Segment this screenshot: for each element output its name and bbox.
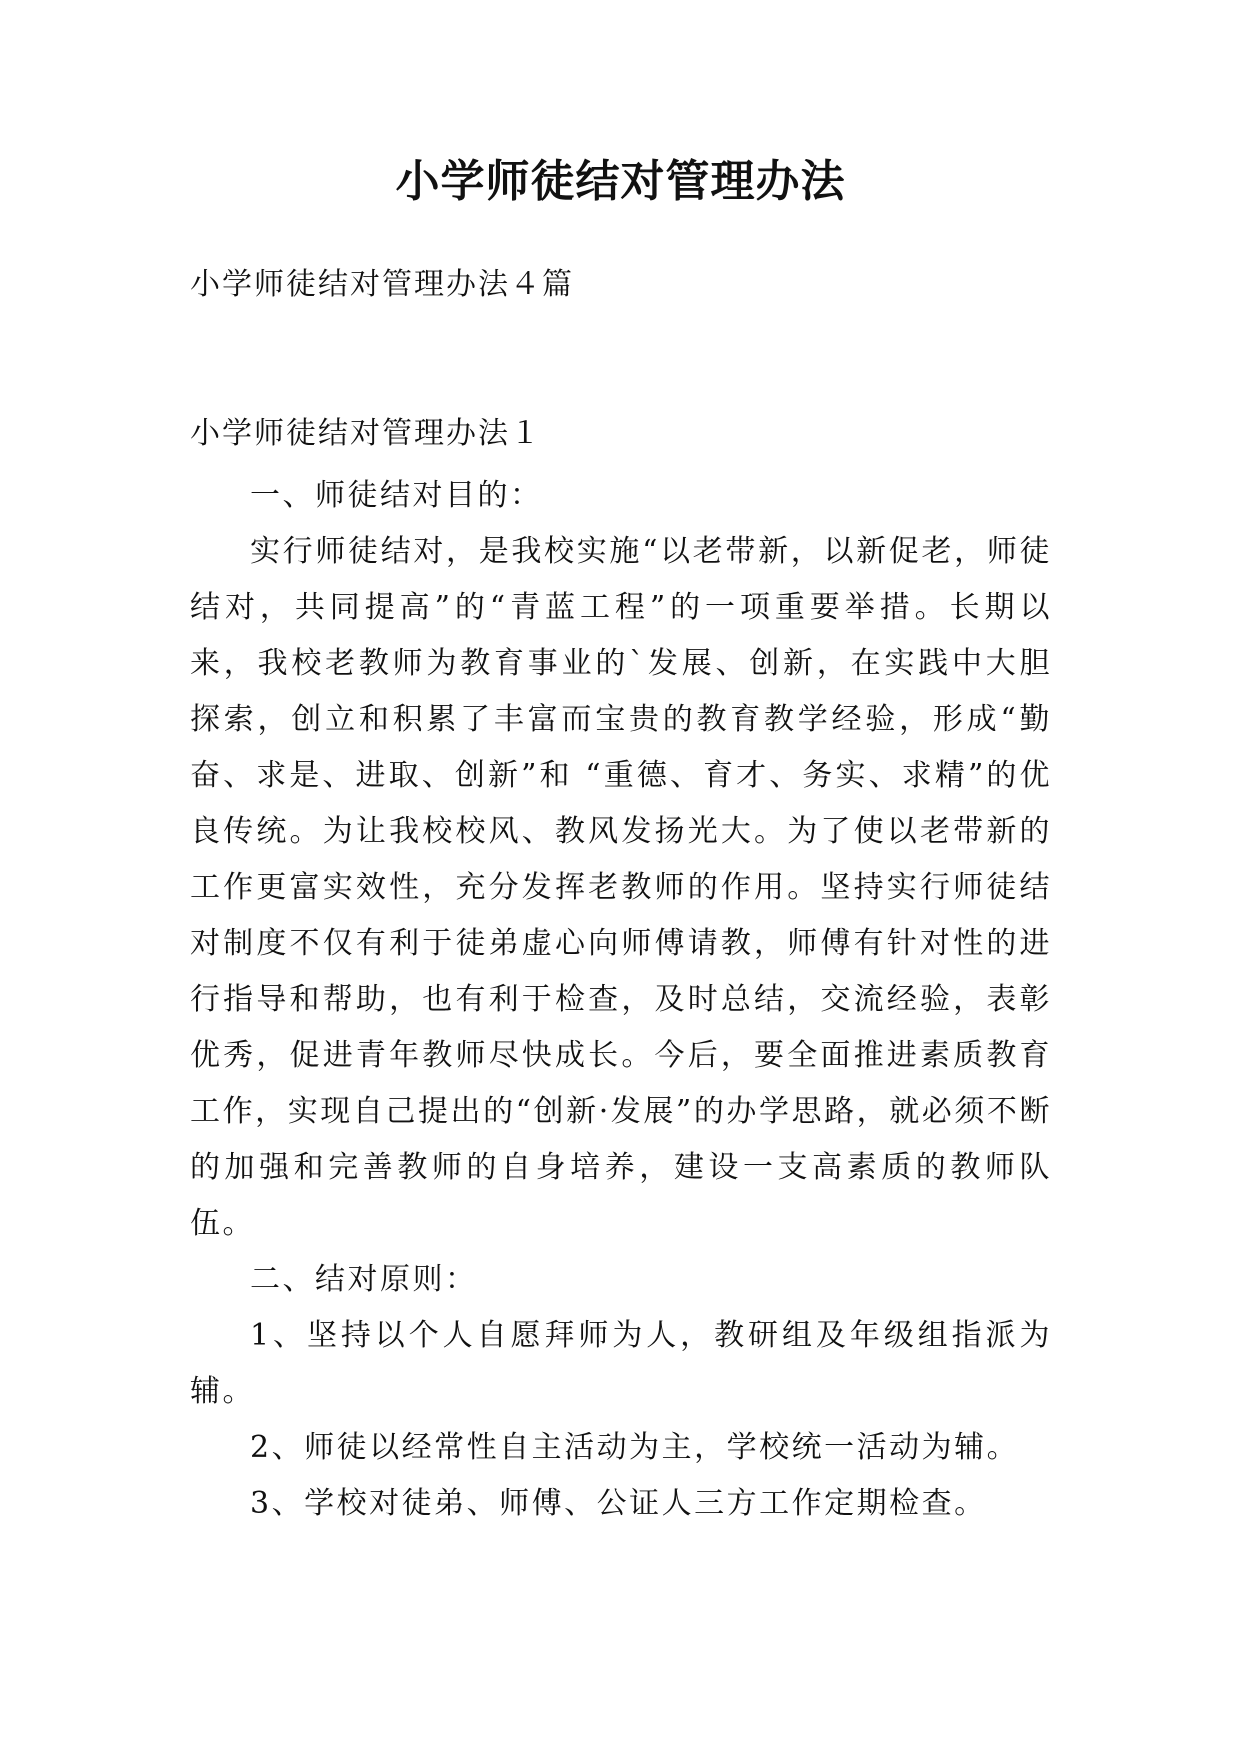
heading-principles: 二、结对原则： bbox=[250, 1262, 478, 1297]
paragraph-purpose-text: 实行师徒结对，是我校实施“以老带新，以新促老，师徒结对，共同提高”的“青蓝工程”的一项重要举措。长期以来，我校老教师为教育事业的`发展、创新，在实践中大胆探索，创立和积累了丰富而宝贵的教育教学经验，形成“勤奋、求是、进取、创新”和 “重德、育才、务实、求精”的优良传统。为让我校校风、教风发扬光大。为了使以老带新的工作更富实效性，充分发挥老教师的作用。坚持实行师徒结对制度不仅有利于徒弟虚心向师傅请教，师傅有针对性的进行指导和帮助，也有利于检查，及时总结，交流经验，表彰优秀，促进青年教师尽快成长。今后，要全面推进素质教育工作，实现自己提出的“创新·发展”的办学思路，就必须不断的加强和完善教师的自身培养，建设一支高素质的教师队伍。 bbox=[190, 534, 1052, 1241]
page-title: 小学师徒结对管理办法 bbox=[395, 156, 846, 207]
principle-item-2: 2、师徒以经常性自主活动为主，学校统一活动为辅。 bbox=[250, 1430, 1020, 1465]
document-body bbox=[190, 468, 1052, 1532]
heading-purpose: 一、师徒结对目的： bbox=[250, 478, 543, 513]
document-subtitle: 小学师徒结对管理办法４篇 bbox=[190, 267, 574, 302]
principle-item-1: 1、坚持以个人自愿拜师为人，教研组及年级组指派为辅。 bbox=[190, 1318, 1052, 1409]
section-heading: 小学师徒结对管理办法１ bbox=[190, 416, 542, 451]
principle-item-3: 3、学校对徒弟、师傅、公证人三方工作定期检查。 bbox=[250, 1486, 987, 1521]
